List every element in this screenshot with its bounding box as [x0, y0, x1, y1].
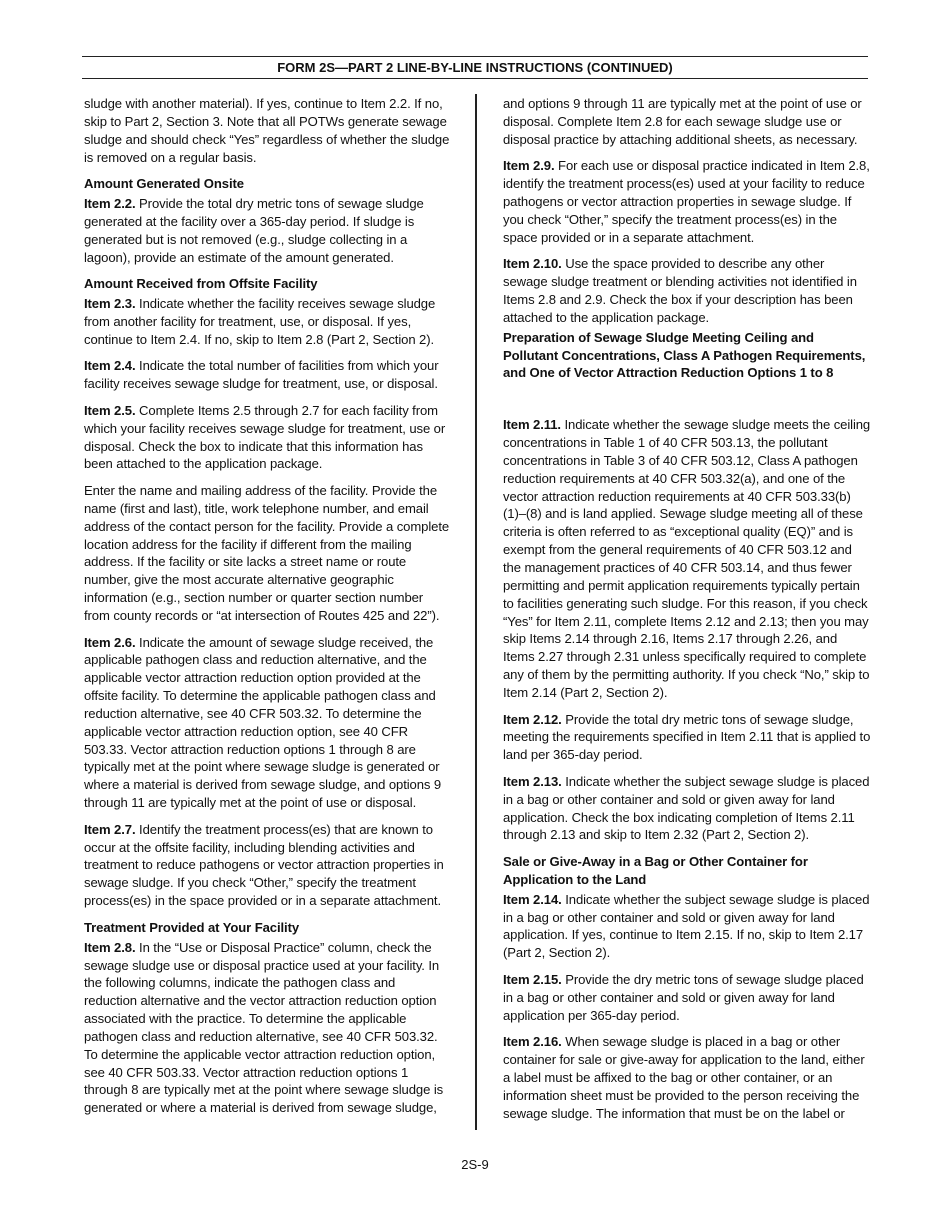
page-number: 2S-9: [461, 1157, 489, 1172]
column-divider: [475, 94, 477, 1130]
paragraph: Enter the name and mailing address of the facility. Provide the name (first and last), title, work telephone number, and email address of the contact person for the facility. Provide a complete location address for the facility if different from the mailing address. If the facility or site lacks a street name or route number, give the most accurate alternative geographic information (e.g., section number or quarter section number from county records or “at intersection of Routes 425 and 22”).: [84, 483, 450, 623]
item-2-10: [503, 255, 871, 326]
item-2-5: [84, 402, 450, 473]
item-2-3: [84, 295, 450, 349]
paragraph: sludge with another material). If yes, continue to Item 2.2. If no, skip to Part 2, Section 3. Note that all POTWs generate sewage sludge and should check “Yes” regardless of whether the sludge is removed on a regular basis.: [84, 96, 450, 165]
item-2-8: [84, 939, 450, 1117]
item-2-6: [84, 634, 450, 812]
section-heading: Preparation of Sewage Sludge Meeting Ceiling and Pollutant Concentrations, Class A Pathogen Requirements, and One of Vector Attraction Reduction Options 1 to 8: [503, 329, 866, 381]
item-label: Item 2.16.: [503, 1034, 562, 1050]
item-label: Item 2.11.: [503, 417, 561, 433]
item-2-12: [503, 711, 871, 765]
item-label: Item 2.12.: [503, 711, 562, 727]
item-text: Indicate the total number of facilities from which your facility receives sewage sludge for treatment, use, or disposal.: [84, 358, 439, 392]
item-2-7: [84, 821, 450, 910]
page-header-title: FORM 2S—PART 2 LINE-BY-LINE INSTRUCTIONS (CONTINUED): [82, 56, 868, 79]
item-label: Item 2.8.: [84, 939, 136, 955]
item-2-15: [503, 971, 871, 1025]
section-heading: Sale or Give-Away in a Bag or Other Container for Application to the Land: [503, 854, 808, 887]
item-label: Item 2.5.: [84, 402, 136, 418]
section-heading: Treatment Provided at Your Facility: [84, 919, 300, 935]
item-text: Identify the treatment process(es) that are known to occur at the offsite facility, including blending activities and treatment to reduce pathogens or vector attraction properties in sewage sludge. If you check “Other,” specify the treatment process(es) in the space provided or in a separate attachment.: [84, 821, 444, 909]
item-label: Item 2.7.: [84, 821, 136, 837]
item-label: Item 2.4.: [84, 358, 136, 374]
item-2-16: [503, 1033, 871, 1122]
item-label: Item 2.2.: [84, 196, 136, 212]
item-2-9: [503, 157, 871, 246]
item-2-13: [503, 773, 871, 844]
item-text: Indicate whether the subject sewage sludge is placed in a bag or other container and sold or given away for land application. If yes, continue to Item 2.15. If no, skip to Item 2.17 (Part 2, Section 2).: [503, 891, 870, 961]
item-label: Item 2.6.: [84, 634, 136, 650]
item-label: Item 2.13.: [503, 773, 562, 789]
item-text: Use the space provided to describe any other sewage sludge treatment or blending activities not identified in Items 2.8 and 2.9. Check the box if your description has been attached to the application package.: [503, 256, 857, 325]
item-text: Indicate the amount of sewage sludge received, the applicable pathogen class and reduction alternative, and the applicable vector attraction reduction option provided at the offsite facility. To determine the applicable pathogen class and reduction alternative, see 40 CFR 503.32. To determine the applicable vector attraction reduction option, see 40 CFR 503.33. Vector attraction reduction options 1 through 8 are typically met at the point where sewage sludge is generated or where a material is derived from sewage sludge, and options 9 through 11 are typically met at the point of use or disposal.: [84, 634, 442, 811]
item-label: Item 2.9.: [503, 158, 555, 174]
item-2-4: [84, 357, 450, 393]
item-label: Item 2.14.: [503, 891, 562, 907]
item-2-11: [503, 416, 871, 702]
paragraph: and options 9 through 11 are typically met at the point of use or disposal. Complete Item 2.8 for each sewage sludge use or disposal practice by attaching additional sheets, as necessary.: [503, 96, 862, 147]
item-text: Provide the dry metric tons of sewage sludge placed in a bag or other container and sold or given away for land application per 365-day period.: [503, 971, 864, 1023]
right-column: [503, 95, 871, 1131]
item-text: For each use or disposal practice indicated in Item 2.8, identify the treatment process(es) used at your facility to reduce pathogens or vector attraction properties in sewage sludge. If you check “Other,” specify the treatment process(es) in the space provided or in a separate attachment.: [503, 158, 870, 245]
left-column: [84, 95, 450, 1126]
item-2-14: [503, 891, 871, 962]
item-label: Item 2.10.: [503, 256, 562, 272]
item-text: Provide the total dry metric tons of sewage sludge generated at the facility over a 365-day period. If sludge is generated but is not removed (e.g., sludge collecting in a lagoon), provide an estimate of the amount generated.: [84, 196, 424, 265]
item-text: Complete Items 2.5 through 2.7 for each facility from which your facility receives sewage sludge for treatment, use or disposal. Check the box to indicate that this information has been attached to the application package.: [84, 402, 446, 472]
item-text: When sewage sludge is placed in a bag or other container for sale or give-away for application to the land, either a label must be affixed to the bag or other container, or an information sheet must be provided to the person receiving the sewage sludge. The information that must be on the label or: [503, 1034, 865, 1121]
item-text: Provide the total dry metric tons of sewage sludge, meeting the requirements specified in Item 2.11 that is applied to land per 365-day period.: [503, 711, 871, 763]
item-text: Indicate whether the facility receives sewage sludge from another facility for treatment, use, or disposal. If yes, continue to Item 2.4. If no, skip to Item 2.8 (Part 2, Section 2).: [84, 296, 436, 347]
section-heading: Amount Received from Offsite Facility: [84, 276, 318, 292]
item-label: Item 2.3.: [84, 296, 136, 312]
item-2-2: [84, 195, 450, 266]
section-heading: Amount Generated Onsite: [84, 176, 244, 192]
item-label: Item 2.15.: [503, 971, 562, 987]
item-text: Indicate whether the sewage sludge meets the ceiling concentrations in Table 1 of 40 CFR 503.13, the pollutant concentrations in Table 3 of 40 CFR 503.12, Class A pathogen reduction requirements at 40 CFR 503.32(a), and one of the vector attraction reduction requirements at 40 CFR 503.33(b)(1)–(8) and is land applied. Sewage sludge meeting all of these criteria is often referred to as “exceptional quality (EQ)” and is exempt from the general requirements of 40 CFR 503.12 and the management practices of 40 CFR 503.14, and thus fewer permitting and permit application requirements typically pertain to facilities generating such sludge. For this reason, if you check “Yes” for Item 2.11, complete Items 2.12 and 2.13; then you may skip Items 2.14 through 2.16, Items 2.17 through 2.26, and Items 2.27 through 2.31 unless specifically required to complete any of them by the permitting authority. If you check “No,” skip to Item 2.14 (Part 2, Section 2).: [503, 417, 871, 700]
item-text: In the “Use or Disposal Practice” column, check the sewage sludge use or disposal practice used at your facility. In the following columns, indicate the pathogen class and reduction alternative and the vector attraction reduction option associated with the practice. To determine the applicable pathogen class and reduction alternative, see 40 CFR 503.32. To determine the applicable vector attraction reduction option, see 40 CFR 503.33. Vector attraction reduction options 1 through 8 are typically met at the point where sewage sludge is generated or where a material is derived from sewage sludge,: [84, 939, 444, 1116]
item-text: Indicate whether the subject sewage sludge is placed in a bag or other container and sold or given away for land application. Check the box indicating completion of Items 2.11 through 2.13 and skip to Item 2.32 (Part 2, Section 2).: [503, 773, 870, 843]
